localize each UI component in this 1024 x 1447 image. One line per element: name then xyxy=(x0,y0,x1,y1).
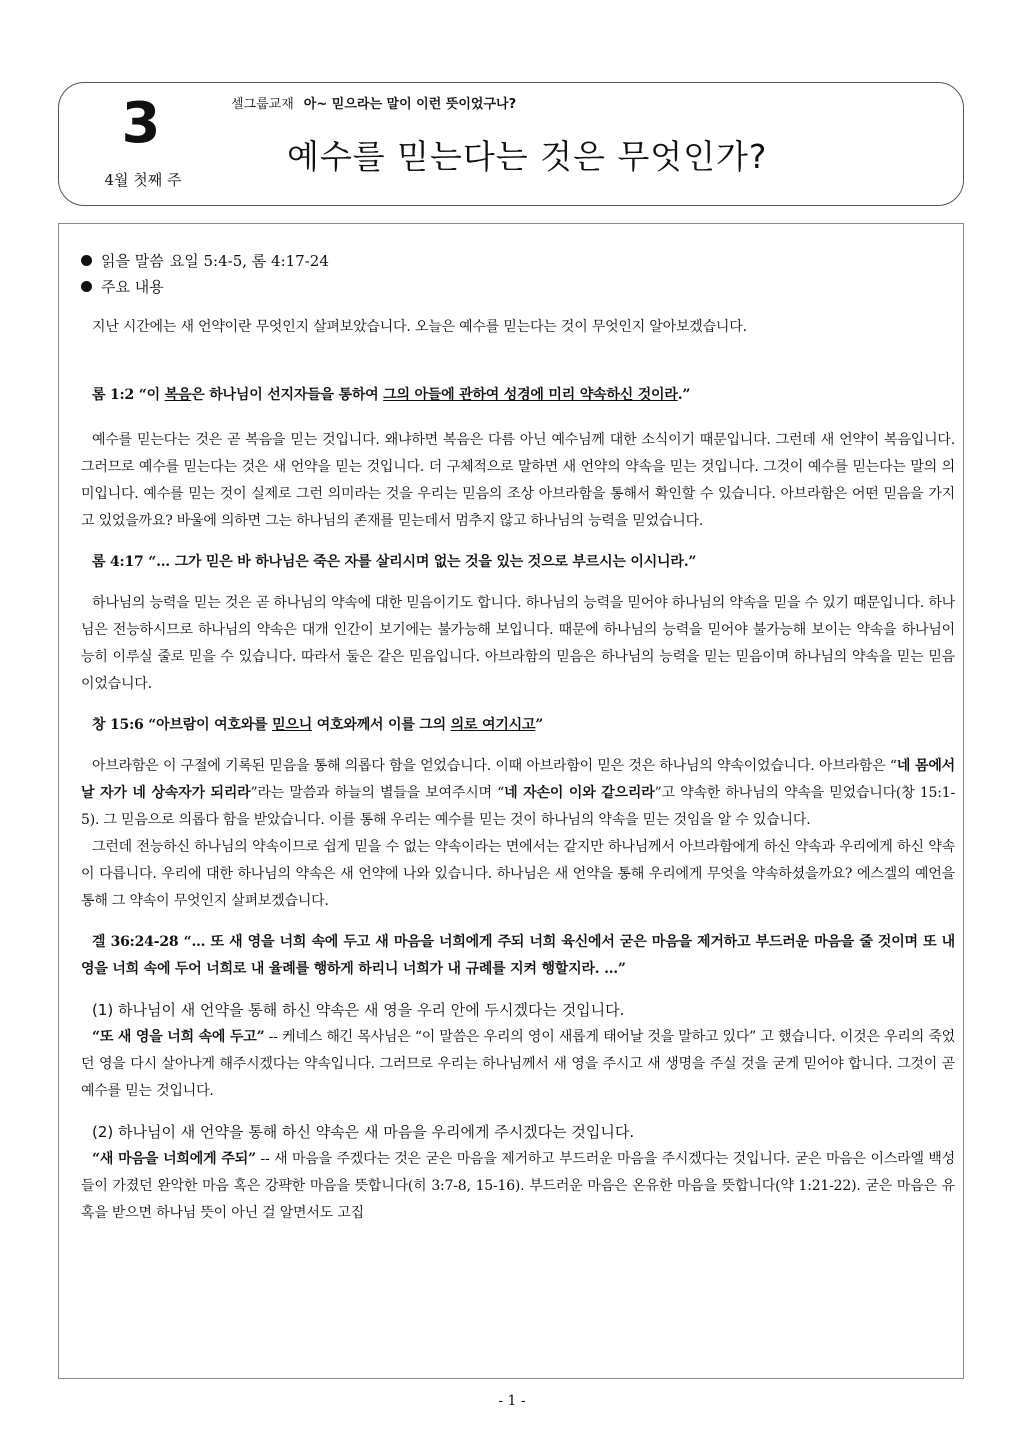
point-1-heading: (1) 하나님이 새 언약을 통해 하신 약속은 새 영을 우리 안에 두시겠다는 것입니다. xyxy=(92,1001,625,1019)
content-line xyxy=(81,274,955,300)
point-2-heading: (2) 하나님이 새 언약을 통해 하신 약속은 새 마음을 우리에게 주시겠다는 것입니다. xyxy=(92,1123,635,1141)
verse-rom-4-17: 롬 4:17 “… 그가 믿은 바 하나님은 죽은 자를 살리시며 없는 것을 있는 것으로 부르시는 이시니라.” xyxy=(92,554,697,570)
paragraph-2: 하나님의 능력을 믿는 것은 곧 하나님의 약속에 대한 믿음이기도 합니다. 하나님의 능력을 믿어야 하나님의 약속을 믿을 수 있기 때문입니다. 하나님은 전능하시므로 하나님의 약속은 대개 인간이 보기에는 불가능해 보입니다. 때문에 하나님의 능력을 믿어야 불가능해 보이는 약속을 하나님이 능히 이루실 줄로 믿을 수 있습니다. 따라서 둘은 같은 믿음입니다. 아브라함의 믿음은 하나님의 능력을 믿는 믿음이며 하나님의 약속을 믿는 믿음이었습니다. xyxy=(81,595,955,692)
verse-gen-15-6: 창 15:6 “아브람이 여호와를 믿으니 여호와께서 이를 그의 의로 여기시고” xyxy=(92,717,544,733)
content-inner xyxy=(81,248,955,1227)
intro-paragraph: 지난 시간에는 새 언약이란 무엇인지 살펴보았습니다. 오늘은 예수를 믿는다는 것이 무엇인지 알아보겠습니다. xyxy=(92,319,747,335)
lesson-week: 4월 첫째 주 xyxy=(104,171,182,189)
bullet-dot-icon xyxy=(81,255,92,266)
series-label: 셀그룹교재 xyxy=(231,97,294,112)
reading-line xyxy=(81,248,955,274)
paragraph-3: 아브라함은 이 구절에 기록된 믿음을 통해 의롭다 함을 얻었습니다. 이때 아브라함이 믿은 것은 하나님의 약속이었습니다. 아브라함은 “네 몸에서 날 자가 네 상속자가 되리라”라는 말씀과 하늘의 별들을 보여주시며 “네 자손이 이와 같으리라”고 약속한 하나님의 약속을 믿었습니다(창 15:1-5). 그 믿음으로 의롭다 함을 받았습니다. 이를 통해 우리는 예수를 믿는 것이 하나님의 약속을 믿는 것임을 알 수 있습니다. xyxy=(81,758,955,828)
reading-refs: 요일 5:4-5, 롬 4:17-24 xyxy=(169,252,329,270)
series-title: 아~ 믿으라는 말이 이런 뜻이었구나? xyxy=(303,97,517,112)
verse-ezek-36: 겔 36:24-28 “… 또 새 영을 너희 속에 두고 새 마음을 너희에게 주되 너희 육신에서 굳은 마음을 제거하고 부드러운 마음을 줄 것이며 또 내 영을 너희 속에 두어 너희로 내 율례를 행하게 하리니 너희가 내 규례를 지켜 행할지라. …” xyxy=(81,934,955,977)
lesson-title: 예수를 믿는다는 것은 무엇인가? xyxy=(287,137,768,176)
content-label: 주요 내용 xyxy=(101,278,164,296)
paragraph-1: 예수를 믿는다는 것은 곧 복음을 믿는 것입니다. 왜냐하면 복음은 다름 아닌 예수님께 대한 소식이기 때문입니다. 그런데 새 언약이 복음입니다. 그러므로 예수를 믿는다는 것은 새 언약을 믿는 것입니다. 더 구체적으로 말하면 새 언약의 약속을 믿는 것입니다. 그것이 예수를 믿는다는 말의 의미입니다. 예수를 믿는 것이 실제로 그런 의미라는 것을 우리는 믿음의 조상 아브라함을 통해서 확인할 수 있습니다. 아브라함은 어떤 믿음을 가지고 있었을까요? 바울에 의하면 그는 하나님의 존재를 믿는데서 멈추지 않고 하나님의 능력을 믿었습니다. xyxy=(81,432,955,529)
point-1-body: “또 새 영을 너희 속에 두고” -- 케네스 해긴 목사님은 “이 말씀은 우리의 영이 새롭게 태어날 것을 말하고 있다” 고 했습니다. 이것은 우리의 죽었던 영을 다시 살아나게 해주시겠다는 약속입니다. 그러므로 우리는 하나님께서 새 영을 주시고 새 생명을 주실 것을 굳게 믿어야 합니다. 그것이 곧 예수를 믿는 것입니다. xyxy=(81,1029,955,1099)
point-2-body: “새 마음을 너희에게 주되” -- 새 마음을 주겠다는 것은 굳은 마음을 제거하고 부드러운 마음을 주시겠다는 것입니다. 굳은 마음은 이스라엘 백성들이 가졌던 완악한 마음 혹은 강퍅한 마음을 뜻합니다(히 3:7-8, 15-16). 부드러운 마음은 온유한 마음을 뜻합니다(약 1:21-22). 굳은 마음은 유혹을 받으면 하나님 뜻이 아닌 걸 알면서도 고집 xyxy=(81,1151,956,1221)
bullet-dot-icon xyxy=(81,281,92,292)
header-box xyxy=(58,82,964,206)
paragraph-4: 그런데 전능하신 하나님의 약속이므로 쉽게 믿을 수 없는 약속이라는 면에서는 같지만 하나님께서 아브라함에게 하신 약속과 우리에게 하신 약속이 다릅니다. 우리에 대한 하나님의 약속은 새 언약에 나와 있습니다. 하나님은 새 언약을 통해 우리에게 무엇을 약속하셨을까요? 에스겔의 예언을 통해 그 약속이 무엇인지 살펴보겠습니다. xyxy=(81,839,955,909)
verse-rom-1-2: 롬 1:2 “이 복음은 하나님이 선지자들을 통하여 그의 아들에 관하여 성경에 미리 약속하신 것이라.” xyxy=(92,387,691,403)
series-line xyxy=(231,93,516,112)
content-box xyxy=(58,223,964,1379)
reading-label: 읽을 말씀 xyxy=(101,252,164,270)
lesson-number: 3 xyxy=(121,91,161,156)
page-number: - 1 - xyxy=(498,1393,526,1409)
